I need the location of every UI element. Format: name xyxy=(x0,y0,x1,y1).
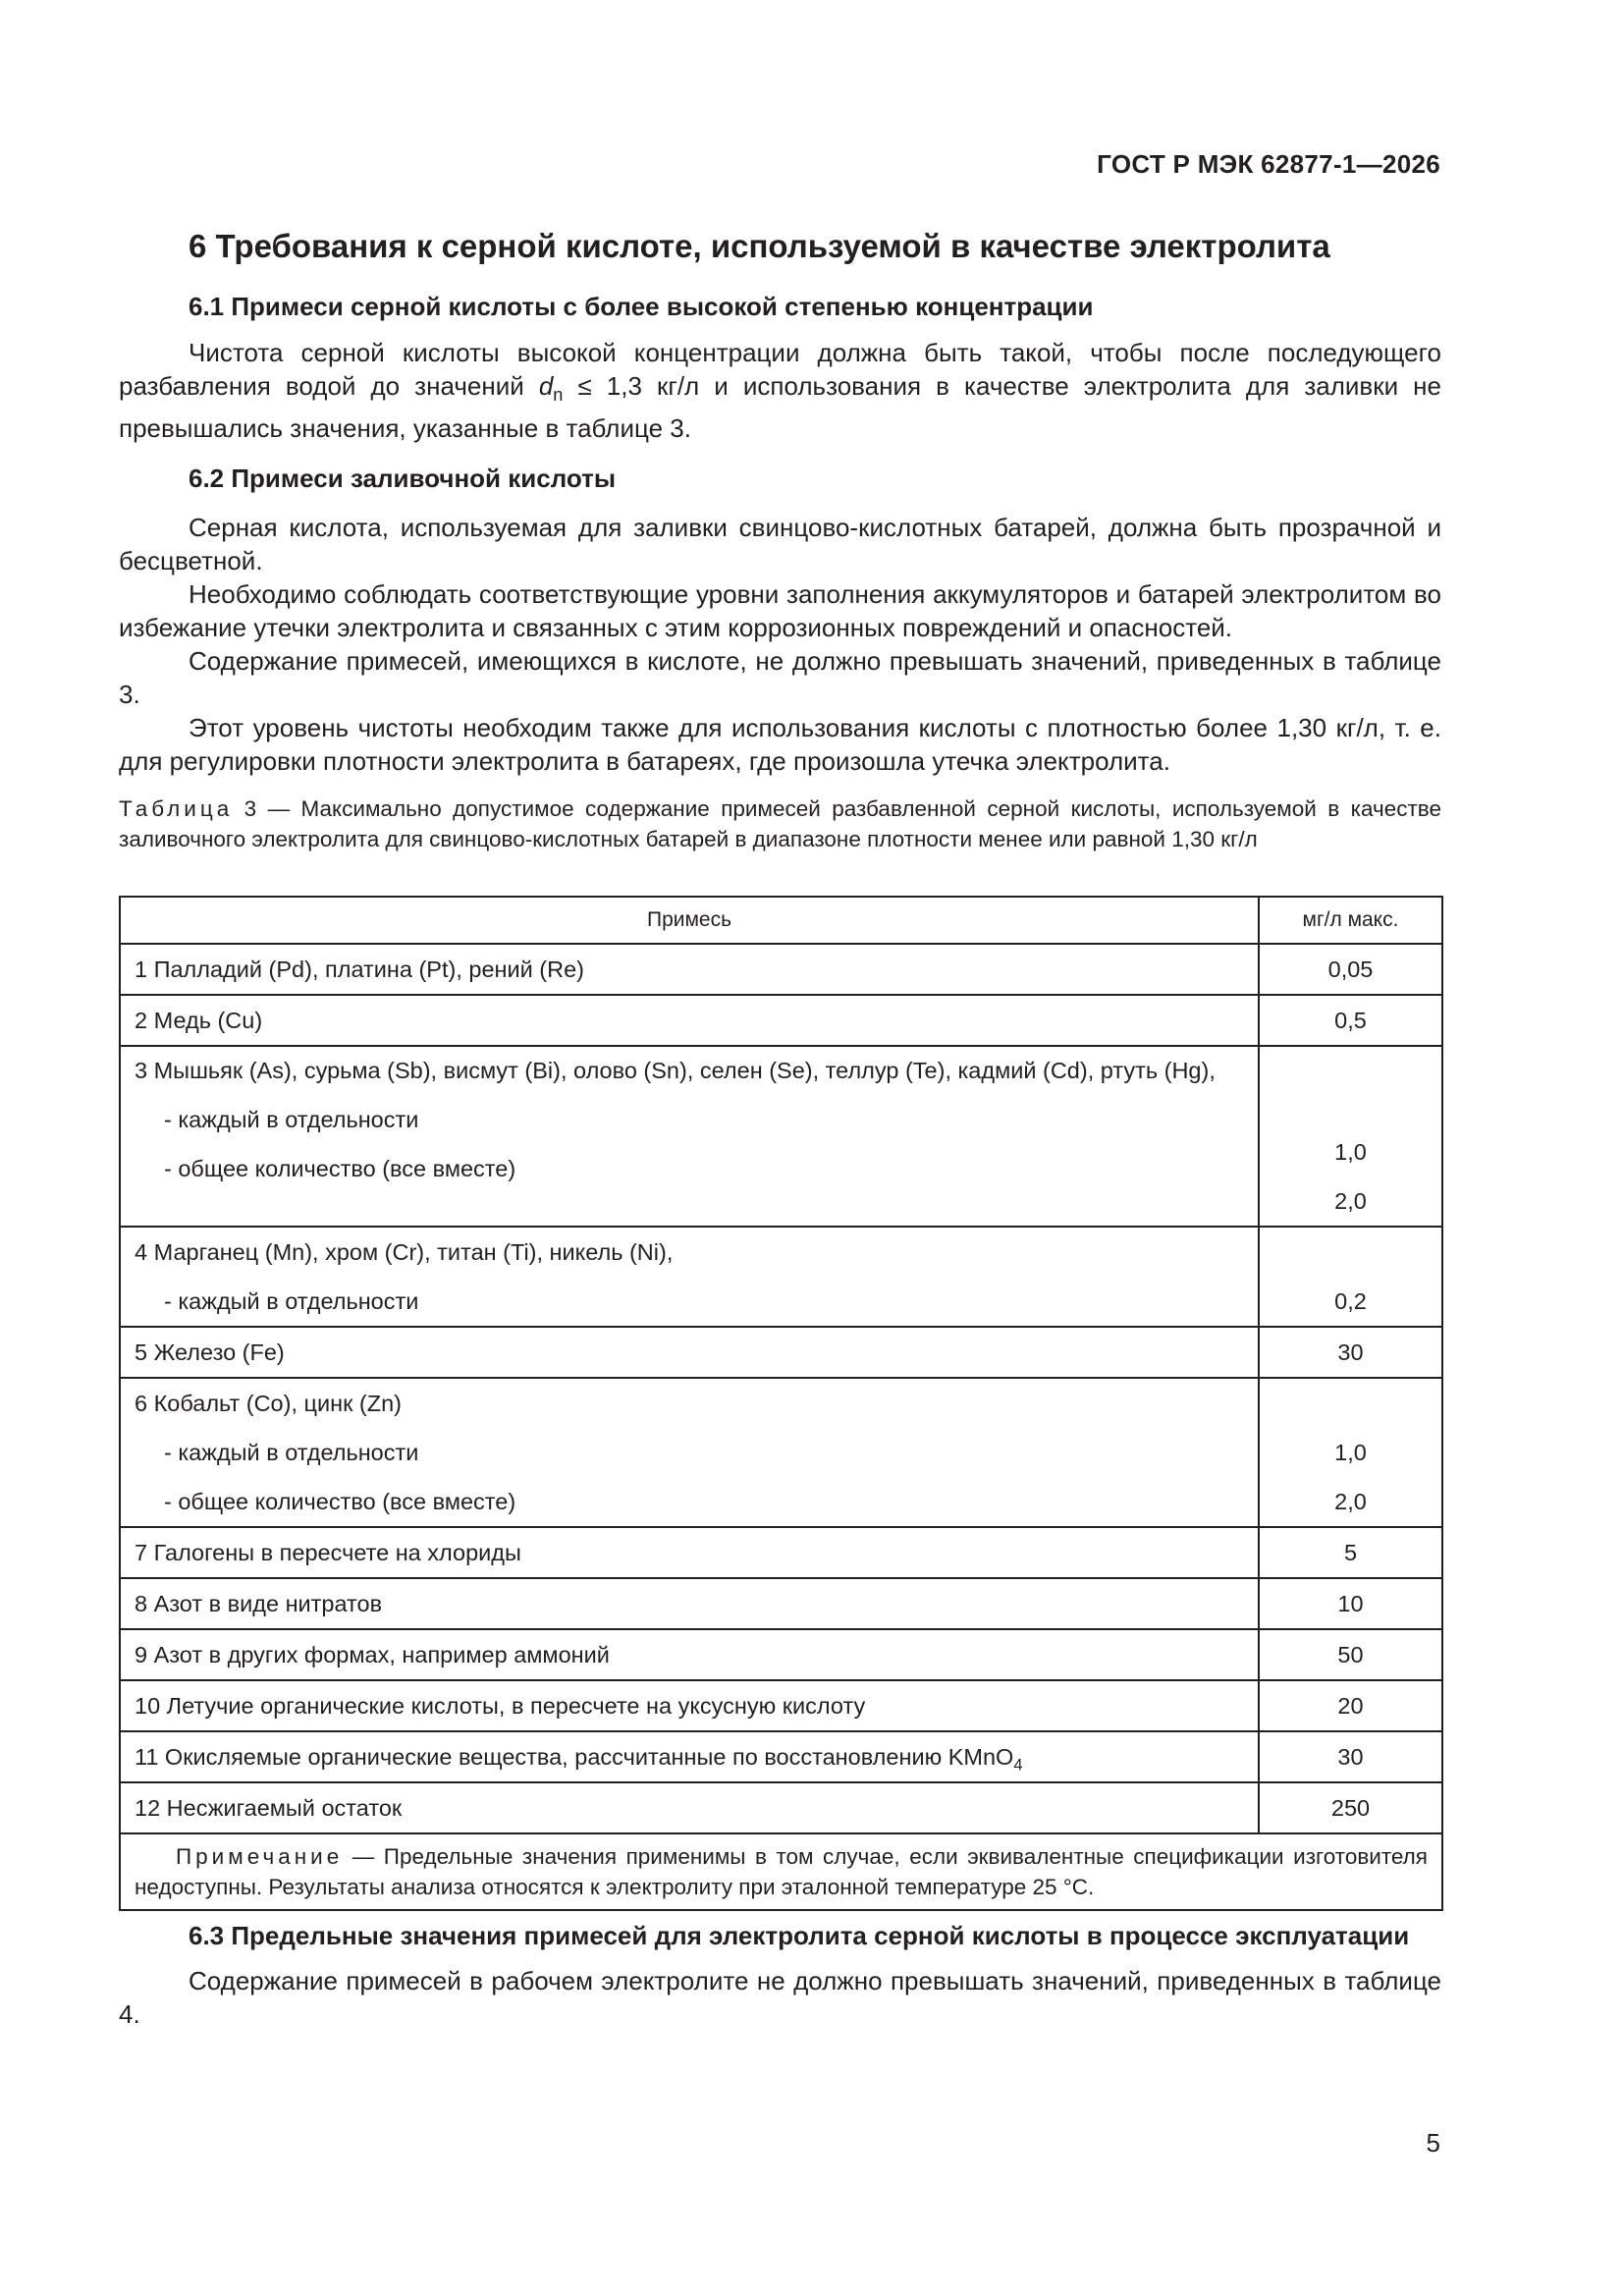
row-name: 9 Азот в других формах, например аммоний xyxy=(135,1642,610,1667)
table-row xyxy=(120,1782,1442,1833)
table-row xyxy=(120,944,1442,995)
section-6-1-title: 6.1 Примеси серной кислоты с более высокой степенью концентрации xyxy=(189,292,1094,321)
section-6-3-title: 6.3 Предельные значения примесей для электролита серной кислоты в процессе эксплуатации xyxy=(189,1921,1410,1950)
table-note-row xyxy=(120,1833,1442,1910)
row-subitem: - каждый в отдельности xyxy=(164,1440,419,1465)
table-row xyxy=(120,1378,1442,1527)
row-name: 12 Несжигаемый остаток xyxy=(135,1795,403,1821)
density-variable: d xyxy=(538,371,554,401)
table-note xyxy=(120,1833,1442,1910)
row-name: 10 Летучие органические кислоты, в пересчете на уксусную кислоту xyxy=(135,1693,866,1719)
row-value: 0,05 xyxy=(1327,957,1374,982)
header-limit: мг/л макс. xyxy=(1259,897,1442,944)
impurities-table xyxy=(119,896,1443,1911)
table-row xyxy=(120,1227,1442,1327)
row-subitem: - общее количество (все вместе) xyxy=(164,1489,516,1514)
row-value: 2,0 xyxy=(1334,1188,1367,1214)
table-row xyxy=(120,1731,1442,1782)
row-subitem: - каждый в отдельности xyxy=(164,1107,419,1132)
row-value: 20 xyxy=(1337,1693,1364,1719)
row-value: 2,0 xyxy=(1334,1489,1367,1514)
row-value: 0,2 xyxy=(1334,1288,1367,1314)
section-6-title: 6 Требования к серной кислоте, используемой в качестве электролита xyxy=(189,228,1330,264)
table-row xyxy=(120,1578,1442,1629)
table-row xyxy=(120,1527,1442,1578)
table-row xyxy=(120,1327,1442,1378)
row-name: 2 Медь (Cu) xyxy=(135,1008,263,1033)
caption-label: Таблица xyxy=(119,796,234,821)
row-value: 50 xyxy=(1337,1642,1364,1667)
row-value: 30 xyxy=(1337,1339,1364,1365)
row-value: 30 xyxy=(1337,1744,1364,1770)
row-name: 4 Марганец (Mn), хром (Cr), титан (Ti), никель (Ni), xyxy=(135,1239,674,1265)
row-name: 7 Галогены в пересчете на хлориды xyxy=(135,1540,521,1565)
section-6-2 xyxy=(119,464,1441,778)
section-6-2-paragraph-3: Содержание примесей, имеющихся в кислоте, не должно превышать значений, приведенных в таблице 3. xyxy=(119,646,1441,709)
table-row xyxy=(120,995,1442,1046)
row-name: 5 Железо (Fe) xyxy=(135,1339,285,1365)
section-6-1-paragraph: Чистота серной кислоты высокой концентрации должна быть такой, чтобы после последующего разбавления водой до значений $d_n \le 1,3$ кг/л и использования в качестве электролита для заливки не превышались значения, указанные в таблице 3. xyxy=(119,338,1441,444)
row-subitem: - каждый в отдельности xyxy=(164,1288,419,1314)
row-name: 6 Кобальт (Co), цинк (Zn) xyxy=(135,1391,402,1416)
section-6-2-title: 6.2 Примеси заливочной кислоты xyxy=(189,464,617,493)
row-value: 250 xyxy=(1330,1795,1371,1821)
section-6-1 xyxy=(119,292,1441,445)
table-row xyxy=(120,1629,1442,1680)
section-6-2-paragraph-4: Этот уровень чистоты необходим также для использования кислоты с плотностью более 1,30 кг/л, т. е. для регулировки плотности электролита в батареях, где произошла утечка электролита. xyxy=(119,713,1441,776)
document-id: ГОСТ Р МЭК 62877-1—2026 xyxy=(1097,149,1440,179)
row-value: 1,0 xyxy=(1334,1440,1367,1465)
row-value: 1,0 xyxy=(1334,1139,1367,1165)
row-subitem: - общее количество (все вместе) xyxy=(164,1156,516,1181)
note-label: Примечание xyxy=(176,1844,344,1869)
table-header-row xyxy=(120,897,1442,944)
note-text: — Предельные значения применимы в том случае, если эквивалентные спецификации изготовителя недоступны. Результаты анализа относятся к электролиту при эталонной температуре 25 °С. xyxy=(135,1844,1428,1899)
section-6-3 xyxy=(119,1920,1441,2031)
table-3 xyxy=(119,896,1441,1911)
section-6-2-paragraph-1: Серная кислота, используемая для заливки свинцово-кислотных батарей, должна быть прозрачной и бесцветной. xyxy=(119,513,1441,575)
row-name: 1 Палладий (Pd), платина (Pt), рений (Re) xyxy=(135,957,584,982)
row-name: 8 Азот в виде нитратов xyxy=(135,1591,383,1616)
row-value: 5 xyxy=(1343,1540,1358,1565)
table-3-caption xyxy=(119,793,1441,854)
page-number: 5 xyxy=(1426,2128,1440,2158)
table-row xyxy=(120,1680,1442,1731)
row-name: 11 Окисляемые органические вещества, рассчитанные по восстановлению KMnO$_4$ xyxy=(135,1744,1023,1775)
row-name: 3 Мышьяк (As), сурьма (Sb), висмут (Bi), олово (Sn), селен (Se), теллур (Te), кадмий (Cd), ртуть (Hg), xyxy=(135,1058,1216,1083)
caption-text: 3 — Максимально допустимое содержание примесей разбавленной серной кислоты, используемой в качестве заливочного электролита для свинцово-кислотных батарей в диапазоне плотности менее или равной 1,30 кг/л xyxy=(119,796,1441,851)
row-value: 10 xyxy=(1337,1591,1364,1616)
section-6-2-paragraph-2: Необходимо соблюдать соответствующие уровни заполнения аккумуляторов и батарей электролитом во избежание утечки электролита и связанных с этим коррозионных повреждений и опасностей. xyxy=(119,579,1441,642)
header-impurity: Примесь xyxy=(120,897,1259,944)
row-value: 0,5 xyxy=(1334,1008,1367,1033)
section-6-3-paragraph: Содержание примесей в рабочем электролите не должно превышать значений, приведенных в таблице 4. xyxy=(119,1966,1441,2029)
table-row xyxy=(120,1046,1442,1227)
